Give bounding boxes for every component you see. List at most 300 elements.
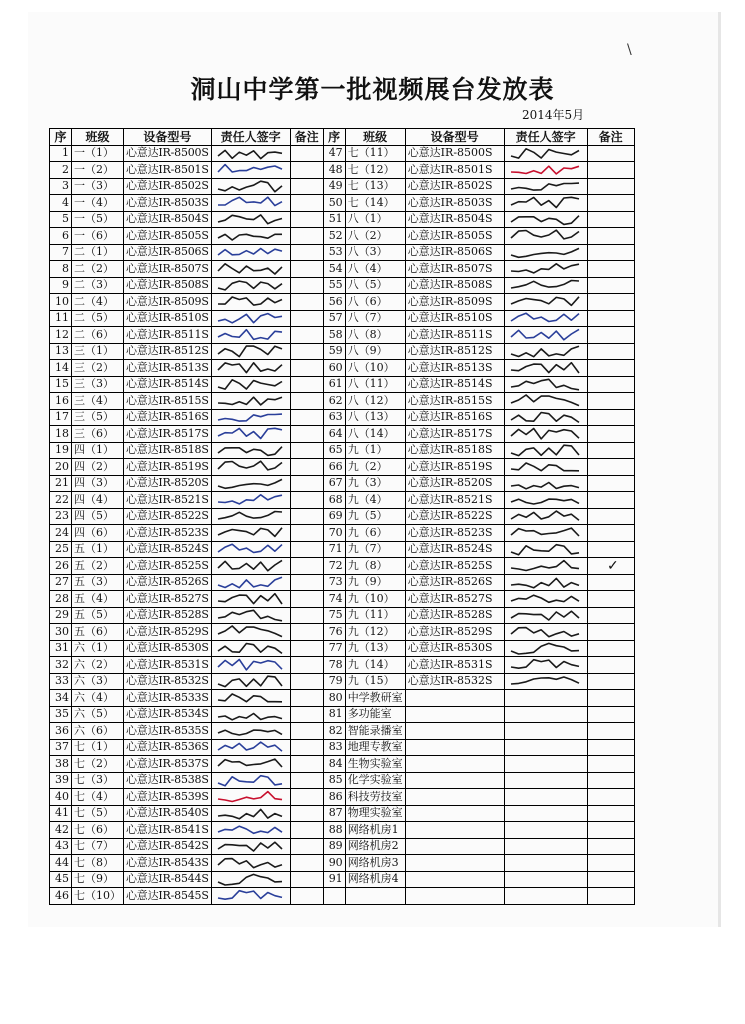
row-class: 一（3） bbox=[72, 178, 124, 195]
row-model: 心意达IR-8531S bbox=[124, 657, 212, 674]
row-signature bbox=[211, 855, 290, 872]
row-remark bbox=[587, 640, 634, 657]
row-signature bbox=[211, 607, 290, 624]
table-row bbox=[50, 211, 635, 228]
row-model: 心意达IR-8504S bbox=[405, 211, 504, 228]
row-signature bbox=[211, 756, 290, 773]
row-model: 心意达IR-8514S bbox=[124, 376, 212, 393]
row-seq: 55 bbox=[323, 277, 345, 294]
row-signature bbox=[504, 624, 587, 641]
row-model: 心意达IR-8531S bbox=[405, 657, 504, 674]
row-model bbox=[405, 723, 504, 740]
row-signature bbox=[211, 244, 290, 261]
row-remark bbox=[587, 690, 634, 707]
row-model: 心意达IR-8539S bbox=[124, 789, 212, 806]
row-model bbox=[405, 756, 504, 773]
row-signature bbox=[211, 492, 290, 509]
signature-scribble bbox=[507, 393, 585, 408]
row-signature bbox=[504, 888, 587, 905]
table-row bbox=[50, 805, 635, 822]
header-class: 班级 bbox=[345, 129, 405, 146]
signature-scribble bbox=[507, 162, 585, 177]
row-remark bbox=[587, 459, 634, 476]
row-seq: 23 bbox=[50, 508, 72, 525]
row-seq: 59 bbox=[323, 343, 345, 360]
row-remark bbox=[587, 805, 634, 822]
row-model: 心意达IR-8529S bbox=[124, 624, 212, 641]
row-class: 九（9） bbox=[345, 574, 405, 591]
row-class: 地理专教室 bbox=[345, 739, 405, 756]
row-class: 八（1） bbox=[345, 211, 405, 228]
row-remark bbox=[290, 195, 323, 212]
row-remark bbox=[587, 376, 634, 393]
row-remark bbox=[587, 508, 634, 525]
row-remark bbox=[290, 640, 323, 657]
row-seq: 18 bbox=[50, 426, 72, 443]
signature-scribble bbox=[214, 327, 288, 342]
row-class: 七（6） bbox=[72, 822, 124, 839]
row-signature bbox=[211, 739, 290, 756]
row-model: 心意达IR-8517S bbox=[405, 426, 504, 443]
table-row bbox=[50, 690, 635, 707]
row-signature bbox=[211, 525, 290, 542]
row-class: 八（14） bbox=[345, 426, 405, 443]
row-model: 心意达IR-8541S bbox=[124, 822, 212, 839]
row-signature bbox=[211, 475, 290, 492]
signature-scribble bbox=[214, 822, 288, 837]
row-signature bbox=[211, 772, 290, 789]
header-remark: 备注 bbox=[290, 129, 323, 146]
row-remark bbox=[587, 277, 634, 294]
date-label: 2014年5月 bbox=[522, 108, 585, 122]
row-remark bbox=[290, 805, 323, 822]
row-model: 心意达IR-8513S bbox=[124, 360, 212, 377]
row-seq: 77 bbox=[323, 640, 345, 657]
remark-checkmark: ✓ bbox=[607, 558, 619, 574]
row-signature bbox=[504, 442, 587, 459]
row-remark bbox=[290, 607, 323, 624]
row-signature bbox=[504, 607, 587, 624]
row-signature bbox=[211, 574, 290, 591]
row-class: 一（5） bbox=[72, 211, 124, 228]
row-signature bbox=[504, 756, 587, 773]
signature-scribble bbox=[507, 179, 585, 194]
row-model: 心意达IR-8519S bbox=[124, 459, 212, 476]
table-row bbox=[50, 327, 635, 344]
row-class: 八（13） bbox=[345, 409, 405, 426]
row-class: 多功能室 bbox=[345, 706, 405, 723]
row-model: 心意达IR-8522S bbox=[405, 508, 504, 525]
table-row bbox=[50, 228, 635, 245]
table-row bbox=[50, 145, 635, 162]
row-remark bbox=[587, 888, 634, 905]
row-class: 八（6） bbox=[345, 294, 405, 311]
row-class: 物理实验室 bbox=[345, 805, 405, 822]
row-seq: 53 bbox=[323, 244, 345, 261]
row-class: 八（4） bbox=[345, 261, 405, 278]
row-seq: 31 bbox=[50, 640, 72, 657]
signature-scribble bbox=[214, 773, 288, 788]
row-class: 四（2） bbox=[72, 459, 124, 476]
row-class: 二（4） bbox=[72, 294, 124, 311]
row-seq: 60 bbox=[323, 360, 345, 377]
row-seq: 24 bbox=[50, 525, 72, 542]
signature-scribble bbox=[214, 575, 288, 590]
row-class: 七（4） bbox=[72, 789, 124, 806]
row-remark bbox=[587, 673, 634, 690]
signature-scribble bbox=[214, 146, 288, 161]
row-remark bbox=[290, 162, 323, 179]
signature-scribble bbox=[214, 624, 288, 639]
row-seq: 6 bbox=[50, 228, 72, 245]
signature-scribble bbox=[214, 888, 288, 903]
row-class: 三（1） bbox=[72, 343, 124, 360]
signature-scribble bbox=[214, 542, 288, 557]
row-class: 一（4） bbox=[72, 195, 124, 212]
row-remark bbox=[290, 541, 323, 558]
row-remark bbox=[290, 294, 323, 311]
row-seq: 85 bbox=[323, 772, 345, 789]
row-model: 心意达IR-8544S bbox=[124, 871, 212, 888]
row-signature bbox=[504, 459, 587, 476]
row-signature bbox=[504, 855, 587, 872]
row-model: 心意达IR-8505S bbox=[405, 228, 504, 245]
table-row bbox=[50, 162, 635, 179]
row-model: 心意达IR-8500S bbox=[124, 145, 212, 162]
row-class: 九（8） bbox=[345, 558, 405, 575]
signature-scribble bbox=[507, 377, 585, 392]
row-model: 心意达IR-8526S bbox=[124, 574, 212, 591]
row-class: 五（2） bbox=[72, 558, 124, 575]
row-seq: 14 bbox=[50, 360, 72, 377]
row-class: 化学实验室 bbox=[345, 772, 405, 789]
row-class: 八（7） bbox=[345, 310, 405, 327]
row-seq: 63 bbox=[323, 409, 345, 426]
row-seq: 37 bbox=[50, 739, 72, 756]
row-seq: 22 bbox=[50, 492, 72, 509]
table-row bbox=[50, 294, 635, 311]
row-seq: 39 bbox=[50, 772, 72, 789]
row-remark bbox=[587, 855, 634, 872]
row-signature bbox=[211, 442, 290, 459]
row-signature bbox=[211, 541, 290, 558]
row-model: 心意达IR-8532S bbox=[124, 673, 212, 690]
row-seq: 73 bbox=[323, 574, 345, 591]
row-model: 心意达IR-8530S bbox=[405, 640, 504, 657]
table-row bbox=[50, 607, 635, 624]
row-remark bbox=[290, 426, 323, 443]
row-model: 心意达IR-8537S bbox=[124, 756, 212, 773]
table-row bbox=[50, 558, 635, 575]
header-model: 设备型号 bbox=[124, 129, 212, 146]
signature-scribble bbox=[507, 410, 585, 425]
row-remark bbox=[290, 574, 323, 591]
table-row bbox=[50, 277, 635, 294]
footnote-fragment bbox=[20, 921, 490, 927]
row-signature bbox=[504, 822, 587, 839]
row-signature bbox=[504, 178, 587, 195]
signature-scribble bbox=[214, 492, 288, 507]
row-seq: 71 bbox=[323, 541, 345, 558]
row-class: 九（15） bbox=[345, 673, 405, 690]
row-seq: 72 bbox=[323, 558, 345, 575]
row-seq: 2 bbox=[50, 162, 72, 179]
row-seq: 25 bbox=[50, 541, 72, 558]
row-remark bbox=[290, 756, 323, 773]
row-signature bbox=[504, 327, 587, 344]
row-class: 七（12） bbox=[345, 162, 405, 179]
row-class: 九（6） bbox=[345, 525, 405, 542]
signature-scribble bbox=[507, 261, 585, 276]
row-class: 九（4） bbox=[345, 492, 405, 509]
row-model: 心意达IR-8521S bbox=[124, 492, 212, 509]
row-seq: 79 bbox=[323, 673, 345, 690]
row-model: 心意达IR-8514S bbox=[405, 376, 504, 393]
row-seq: 56 bbox=[323, 294, 345, 311]
row-model bbox=[405, 772, 504, 789]
row-seq: 90 bbox=[323, 855, 345, 872]
row-seq: 54 bbox=[323, 261, 345, 278]
signature-scribble bbox=[214, 525, 288, 540]
row-model: 心意达IR-8528S bbox=[405, 607, 504, 624]
row-class: 七（13） bbox=[345, 178, 405, 195]
row-model: 心意达IR-8530S bbox=[124, 640, 212, 657]
row-remark bbox=[587, 772, 634, 789]
row-class: 七（10） bbox=[72, 888, 124, 905]
signature-scribble bbox=[214, 228, 288, 243]
row-seq: 3 bbox=[50, 178, 72, 195]
row-class: 六（4） bbox=[72, 690, 124, 707]
row-signature bbox=[211, 343, 290, 360]
table-row bbox=[50, 640, 635, 657]
row-remark bbox=[587, 723, 634, 740]
signature-scribble bbox=[214, 245, 288, 260]
row-seq: 5 bbox=[50, 211, 72, 228]
row-signature bbox=[211, 360, 290, 377]
row-remark bbox=[290, 624, 323, 641]
row-remark bbox=[290, 739, 323, 756]
row-class: 五（3） bbox=[72, 574, 124, 591]
row-signature bbox=[211, 673, 290, 690]
row-remark bbox=[587, 475, 634, 492]
row-seq: 12 bbox=[50, 327, 72, 344]
signature-scribble bbox=[214, 179, 288, 194]
row-class: 五（1） bbox=[72, 541, 124, 558]
row-signature bbox=[211, 459, 290, 476]
row-signature bbox=[504, 343, 587, 360]
signature-scribble bbox=[507, 327, 585, 342]
row-signature bbox=[211, 723, 290, 740]
row-class: 七（3） bbox=[72, 772, 124, 789]
signature-scribble bbox=[214, 377, 288, 392]
row-signature bbox=[504, 706, 587, 723]
signature-scribble bbox=[214, 509, 288, 524]
row-class: 四（1） bbox=[72, 442, 124, 459]
row-model: 心意达IR-8516S bbox=[124, 409, 212, 426]
row-remark bbox=[587, 310, 634, 327]
row-class: 中学教研室 bbox=[345, 690, 405, 707]
table-row bbox=[50, 525, 635, 542]
row-model: 心意达IR-8516S bbox=[405, 409, 504, 426]
row-remark bbox=[290, 673, 323, 690]
row-remark bbox=[290, 376, 323, 393]
table-row bbox=[50, 426, 635, 443]
row-seq: 48 bbox=[323, 162, 345, 179]
row-signature bbox=[211, 409, 290, 426]
row-model: 心意达IR-8532S bbox=[405, 673, 504, 690]
row-class: 九（11） bbox=[345, 607, 405, 624]
row-remark bbox=[587, 789, 634, 806]
row-signature bbox=[211, 327, 290, 344]
signature-scribble bbox=[214, 426, 288, 441]
signature-scribble bbox=[214, 789, 288, 804]
signature-scribble bbox=[214, 212, 288, 227]
row-class: 四（5） bbox=[72, 508, 124, 525]
row-remark bbox=[587, 228, 634, 245]
row-signature bbox=[504, 558, 587, 575]
row-seq: 88 bbox=[323, 822, 345, 839]
table-row bbox=[50, 475, 635, 492]
signature-scribble bbox=[214, 459, 288, 474]
row-seq: 78 bbox=[323, 657, 345, 674]
row-class: 七（14） bbox=[345, 195, 405, 212]
row-signature bbox=[504, 789, 587, 806]
row-model: 心意达IR-8524S bbox=[405, 541, 504, 558]
row-model: 心意达IR-8503S bbox=[405, 195, 504, 212]
signature-scribble bbox=[507, 641, 585, 656]
table-row bbox=[50, 178, 635, 195]
row-remark bbox=[290, 591, 323, 608]
row-class: 七（5） bbox=[72, 805, 124, 822]
table-row bbox=[50, 574, 635, 591]
row-model: 心意达IR-8521S bbox=[405, 492, 504, 509]
row-class: 三（3） bbox=[72, 376, 124, 393]
row-remark bbox=[290, 310, 323, 327]
row-signature bbox=[211, 838, 290, 855]
row-signature bbox=[504, 690, 587, 707]
row-class: 网络机房3 bbox=[345, 855, 405, 872]
row-signature bbox=[504, 360, 587, 377]
row-model bbox=[405, 789, 504, 806]
row-seq: 40 bbox=[50, 789, 72, 806]
row-model: 心意达IR-8528S bbox=[124, 607, 212, 624]
row-class: 二（6） bbox=[72, 327, 124, 344]
row-model: 心意达IR-8542S bbox=[124, 838, 212, 855]
row-remark bbox=[587, 211, 634, 228]
row-class: 六（6） bbox=[72, 723, 124, 740]
row-signature bbox=[211, 888, 290, 905]
row-model: 心意达IR-8526S bbox=[405, 574, 504, 591]
row-seq: 69 bbox=[323, 508, 345, 525]
row-remark bbox=[290, 723, 323, 740]
row-class: 智能录播室 bbox=[345, 723, 405, 740]
row-seq: 65 bbox=[323, 442, 345, 459]
row-remark bbox=[290, 525, 323, 542]
row-model: 心意达IR-8501S bbox=[405, 162, 504, 179]
row-class: 三（2） bbox=[72, 360, 124, 377]
signature-scribble bbox=[507, 443, 585, 458]
row-class: 八（11） bbox=[345, 376, 405, 393]
row-signature bbox=[211, 277, 290, 294]
row-model: 心意达IR-8522S bbox=[124, 508, 212, 525]
row-remark bbox=[290, 871, 323, 888]
table-row bbox=[50, 244, 635, 261]
row-remark bbox=[587, 360, 634, 377]
row-signature bbox=[211, 624, 290, 641]
signature-scribble bbox=[507, 558, 585, 573]
row-signature bbox=[504, 805, 587, 822]
row-class: 七（8） bbox=[72, 855, 124, 872]
row-model: 心意达IR-8518S bbox=[405, 442, 504, 459]
row-signature bbox=[504, 673, 587, 690]
table-row bbox=[50, 871, 635, 888]
row-remark bbox=[587, 739, 634, 756]
row-model: 心意达IR-8543S bbox=[124, 855, 212, 872]
row-class: 五（6） bbox=[72, 624, 124, 641]
table-row bbox=[50, 888, 635, 905]
row-remark bbox=[290, 360, 323, 377]
row-class: 八（5） bbox=[345, 277, 405, 294]
row-remark bbox=[587, 525, 634, 542]
row-model bbox=[405, 855, 504, 872]
row-signature bbox=[211, 591, 290, 608]
table-row bbox=[50, 409, 635, 426]
row-remark bbox=[290, 475, 323, 492]
row-class: 二（1） bbox=[72, 244, 124, 261]
signature-scribble bbox=[507, 311, 585, 326]
row-class: 二（3） bbox=[72, 277, 124, 294]
row-remark bbox=[587, 541, 634, 558]
row-model: 心意达IR-8506S bbox=[405, 244, 504, 261]
table-row bbox=[50, 376, 635, 393]
row-remark bbox=[587, 591, 634, 608]
row-remark bbox=[290, 145, 323, 162]
row-signature bbox=[211, 508, 290, 525]
table-row bbox=[50, 310, 635, 327]
page-title: 洞山中学第一批视频展台发放表 bbox=[190, 75, 555, 104]
signature-scribble bbox=[507, 608, 585, 623]
header-sign: 责任人签字 bbox=[211, 129, 290, 146]
row-seq: 16 bbox=[50, 393, 72, 410]
signature-scribble bbox=[214, 839, 288, 854]
row-seq: 45 bbox=[50, 871, 72, 888]
row-class: 八（2） bbox=[345, 228, 405, 245]
row-seq: 41 bbox=[50, 805, 72, 822]
row-signature bbox=[504, 640, 587, 657]
row-seq: 38 bbox=[50, 756, 72, 773]
row-seq: 44 bbox=[50, 855, 72, 872]
row-class: 九（1） bbox=[345, 442, 405, 459]
signature-scribble bbox=[214, 872, 288, 887]
signature-scribble bbox=[507, 459, 585, 474]
row-model: 心意达IR-8519S bbox=[405, 459, 504, 476]
row-signature bbox=[211, 294, 290, 311]
signature-scribble bbox=[507, 542, 585, 557]
table-row bbox=[50, 508, 635, 525]
row-seq: 1 bbox=[50, 145, 72, 162]
row-signature bbox=[504, 244, 587, 261]
row-model: 心意达IR-8507S bbox=[124, 261, 212, 278]
row-remark bbox=[290, 492, 323, 509]
row-signature bbox=[504, 294, 587, 311]
row-class: 七（7） bbox=[72, 838, 124, 855]
row-model: 心意达IR-8509S bbox=[124, 294, 212, 311]
signature-scribble bbox=[507, 228, 585, 243]
row-seq: 4 bbox=[50, 195, 72, 212]
table-row bbox=[50, 343, 635, 360]
row-signature bbox=[504, 657, 587, 674]
row-signature bbox=[504, 574, 587, 591]
